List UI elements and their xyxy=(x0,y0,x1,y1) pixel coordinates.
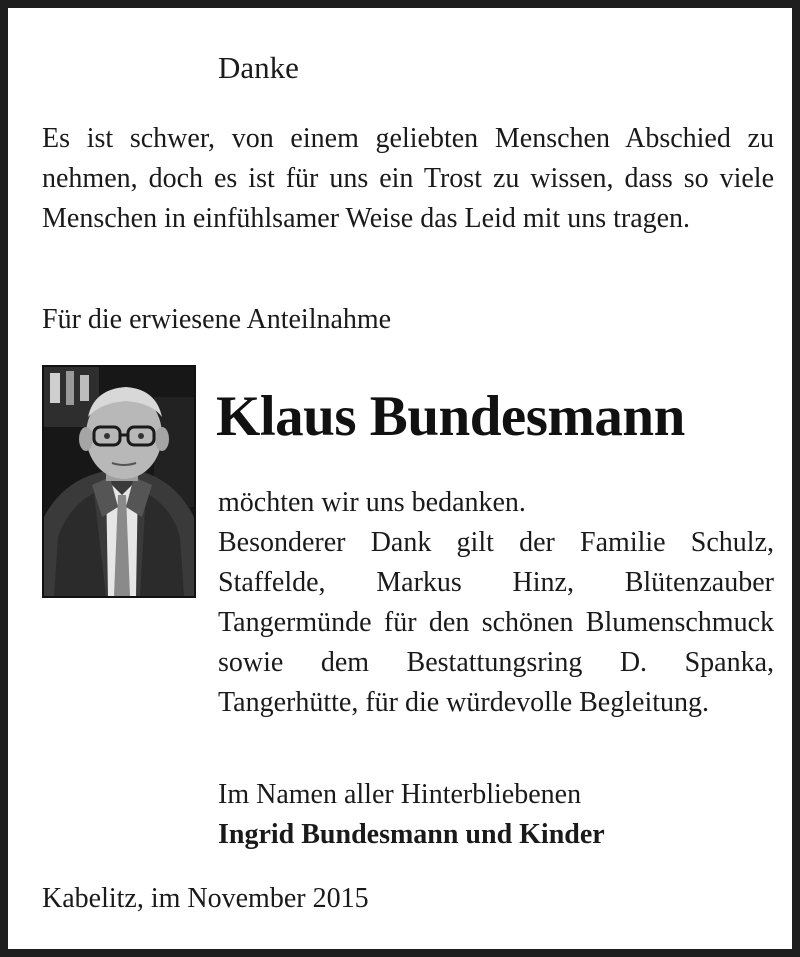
sympathy-line: Für die erwiesene Anteilnahme xyxy=(42,304,392,335)
heading: Danke xyxy=(218,50,299,85)
place-and-date: Kabelitz, im November 2015 xyxy=(42,883,369,914)
signers: Ingrid Bundesmann und Kinder xyxy=(218,819,605,850)
portrait-illustration xyxy=(44,367,194,596)
thanks-first-line: möchten wir uns bedanken. xyxy=(218,487,526,518)
portrait-photo xyxy=(42,365,196,598)
thanks-paragraph xyxy=(218,483,774,723)
signature-intro: Im Namen aller Hinterbliebenen xyxy=(218,779,582,810)
deceased-name: Klaus Bundesmann xyxy=(216,385,685,448)
thanks-body: Besonderer Dank gilt der Familie Schulz, Staffelde, Markus Hinz, Blütenzauber Tangermünde für den schönen Blumenschmuck sowie dem Bestattungsring D. Spanka, Tangerhütte, für die würdevolle Begleitung. xyxy=(218,527,774,718)
intro-paragraph: Es ist schwer, von einem geliebten Menschen Abschied zu nehmen, doch es ist für uns ein Trost zu wissen, dass so viele Menschen in einfühlsamer Weise das Leid mit uns tragen. xyxy=(42,123,774,234)
